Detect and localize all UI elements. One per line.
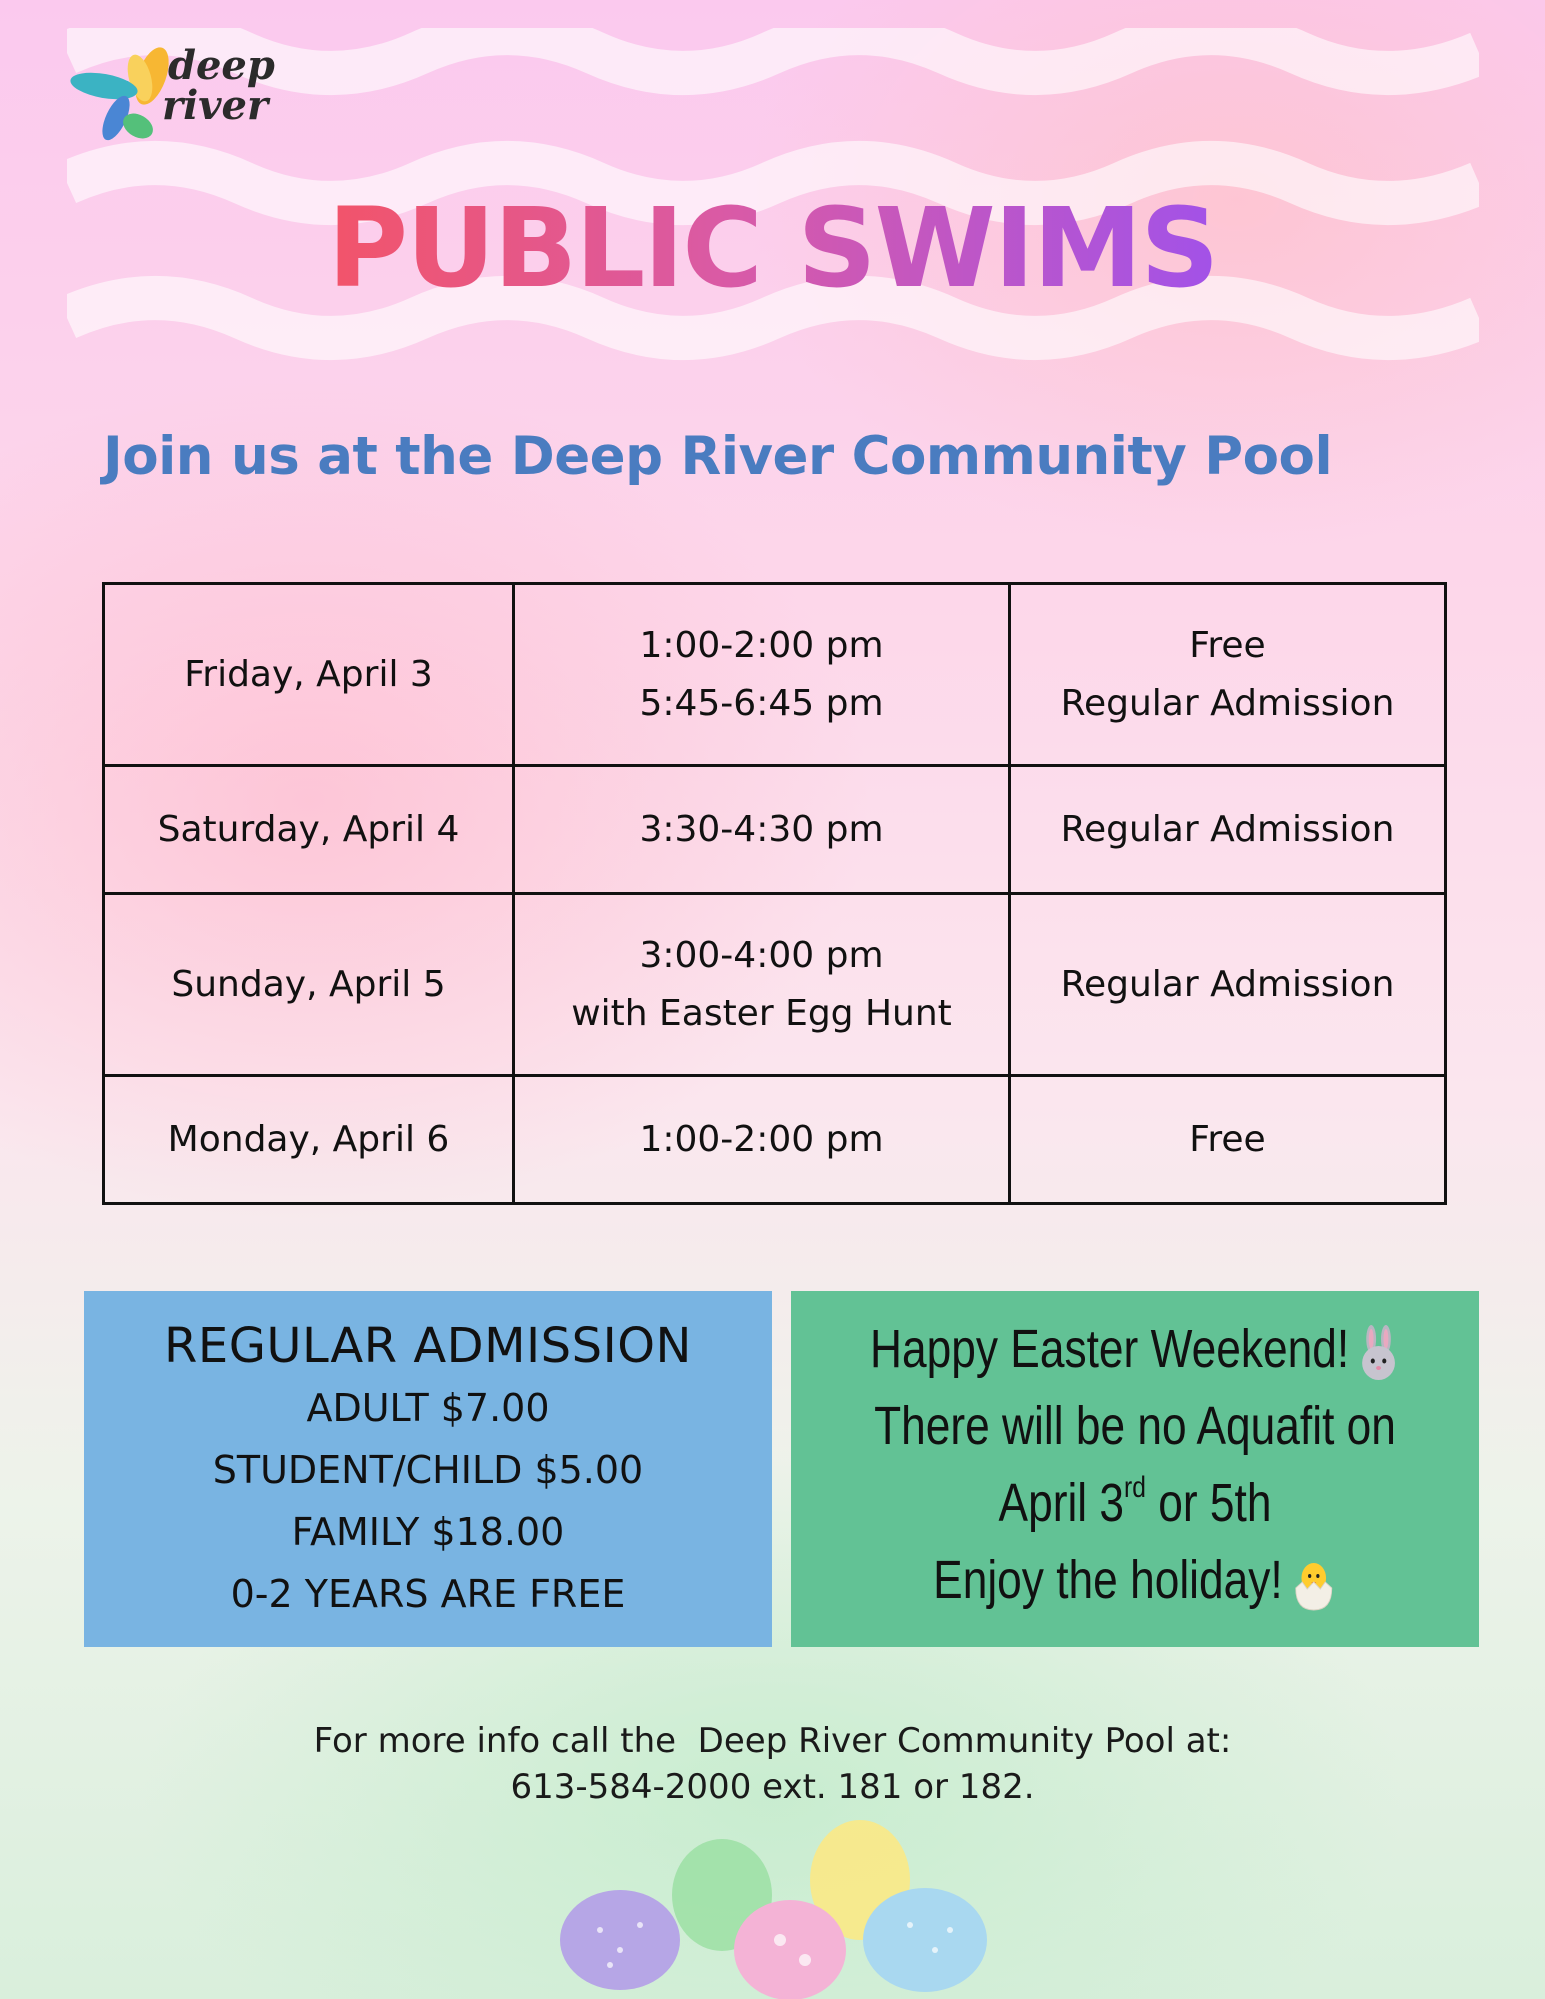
schedule-table [102, 582, 1447, 1205]
fee-cell [1010, 894, 1446, 1076]
logo-line-2: river [162, 82, 269, 129]
admission-item: ADULT $7.00 [306, 1386, 550, 1430]
subtitle: Join us at the Deep River Community Pool [103, 426, 1333, 487]
table-row [104, 766, 1446, 894]
logo-wordmark [162, 42, 288, 129]
easter-greeting: Happy Easter Weekend! [869, 1319, 1350, 1379]
admission-item: STUDENT/CHILD $5.00 [212, 1448, 644, 1492]
easter-line-4 [853, 1542, 1417, 1619]
hatching-chick-icon [1291, 1556, 1337, 1612]
fee-cell [1010, 584, 1446, 766]
admission-item: 0-2 YEARS ARE FREE [230, 1572, 626, 1616]
fee-cell [1010, 766, 1446, 894]
fee-text: Regular Admission [1060, 963, 1395, 1005]
table-row [104, 1076, 1446, 1204]
fee-cell [1010, 1076, 1446, 1204]
page-title [0, 178, 1545, 318]
logo-line-1: deep [168, 42, 275, 89]
table-row [104, 894, 1446, 1076]
footer-line-1: For more info call the Deep River Community Pool at: [313, 1721, 1232, 1761]
day-cell: Sunday, April 5 [104, 894, 514, 1076]
time-cell [514, 894, 1010, 1076]
day-cell: Monday, April 6 [104, 1076, 514, 1204]
time-cell [514, 1076, 1010, 1204]
easter-closing: Enjoy the holiday! [933, 1550, 1283, 1610]
easter-date-suffix: or 5th [1145, 1473, 1272, 1533]
time-cell [514, 766, 1010, 894]
easter-line-3 [853, 1465, 1417, 1542]
fee-text: Regular Admission [1060, 682, 1395, 724]
easter-line-1 [853, 1311, 1417, 1388]
easter-date-prefix: April 3 [998, 1473, 1125, 1533]
admission-item: FAMILY $18.00 [291, 1510, 565, 1554]
fee-text: Free [1189, 624, 1266, 666]
easter-notice-box [791, 1291, 1479, 1647]
time-text: 1:00-2:00 pm [639, 624, 884, 666]
day-cell: Friday, April 3 [104, 584, 514, 766]
regular-admission-box [84, 1291, 772, 1647]
table-row [104, 584, 1446, 766]
easter-line-2: There will be no Aquafit on [874, 1396, 1396, 1456]
footer-line-2: 613-584-2000 ext. 181 or 182. [510, 1767, 1035, 1807]
time-text: 1:00-2:00 pm [639, 1118, 884, 1160]
time-text: 3:00-4:00 pm [639, 934, 884, 976]
admission-heading: REGULAR ADMISSION [164, 1318, 692, 1374]
rabbit-icon [1357, 1325, 1400, 1381]
time-text: with Easter Egg Hunt [571, 992, 952, 1034]
time-text: 3:30-4:30 pm [639, 808, 884, 850]
footer-contact [0, 1718, 1545, 1810]
time-cell [514, 584, 1010, 766]
easter-date-sup: rd [1124, 1471, 1146, 1504]
fee-text: Regular Admission [1060, 808, 1395, 850]
time-text: 5:45-6:45 pm [639, 682, 884, 724]
easter-eggs-icon [540, 1800, 1040, 1999]
page-title-text: PUBLIC SWIMS [327, 184, 1218, 312]
fee-text: Free [1189, 1118, 1266, 1160]
day-cell: Saturday, April 4 [104, 766, 514, 894]
